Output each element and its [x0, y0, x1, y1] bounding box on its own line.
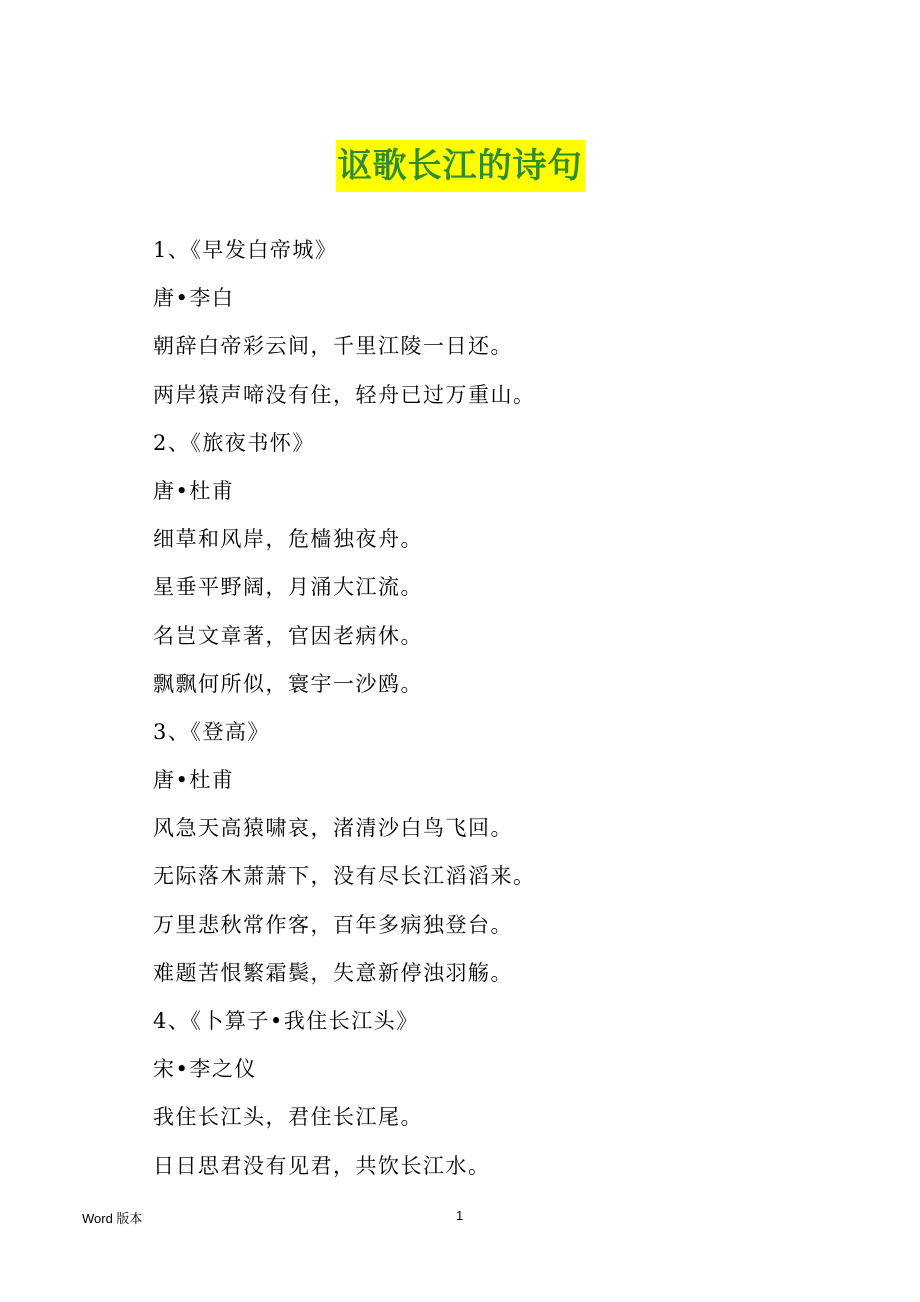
poem-line: 万里悲秋常作客，百年多病独登台。: [153, 912, 513, 937]
poem-heading: 2、《旅夜书怀》: [153, 430, 315, 455]
poem-heading: 3、《登高》: [153, 719, 270, 744]
poem-line: 我住长江头，君住长江尾。: [153, 1105, 423, 1130]
poem-line: 细草和风岸，危樯独夜舟。: [153, 527, 423, 552]
document-title: 讴歌长江的诗句: [336, 140, 585, 192]
poem-author: 宋•李之仪: [153, 1057, 257, 1082]
footer-version-label: Word 版本: [82, 1211, 143, 1226]
poem-line: 朝辞白帝彩云间，千里江陵一日还。: [153, 334, 513, 359]
poem-heading: 1、《早发白帝城》: [153, 238, 338, 262]
poem-line: 星垂平野阔，月涌大江流。: [153, 575, 423, 600]
poem-heading: 4、《卜算子•我住长江头》: [153, 1009, 419, 1033]
document-body: [153, 226, 853, 1190]
poem-line: 难题苦恨繁霜鬓，失意新停浊羽觞。: [153, 960, 513, 985]
title-container: [0, 140, 920, 192]
poem-line: 两岸猿声啼没有住，轻舟已过万重山。: [153, 382, 536, 407]
page-footer: [0, 1206, 920, 1230]
poem-line: 无际落木萧萧下，没有尽长江滔滔来。: [153, 864, 536, 889]
poem-author: 唐•杜甫: [153, 478, 235, 503]
poem-author: 唐•李白: [153, 286, 235, 311]
poem-author: 唐•杜甫: [153, 768, 235, 793]
poem-line: 风急天高猿啸哀，渚清沙白鸟飞回。: [153, 816, 513, 841]
page-number: 1: [456, 1208, 464, 1223]
poem-line: 名岂文章著，官因老病休。: [153, 623, 423, 648]
poem-line: 飘飘何所似，寰宇一沙鸥。: [153, 671, 423, 696]
poem-line: 日日思君没有见君，共饮长江水。: [153, 1153, 491, 1178]
